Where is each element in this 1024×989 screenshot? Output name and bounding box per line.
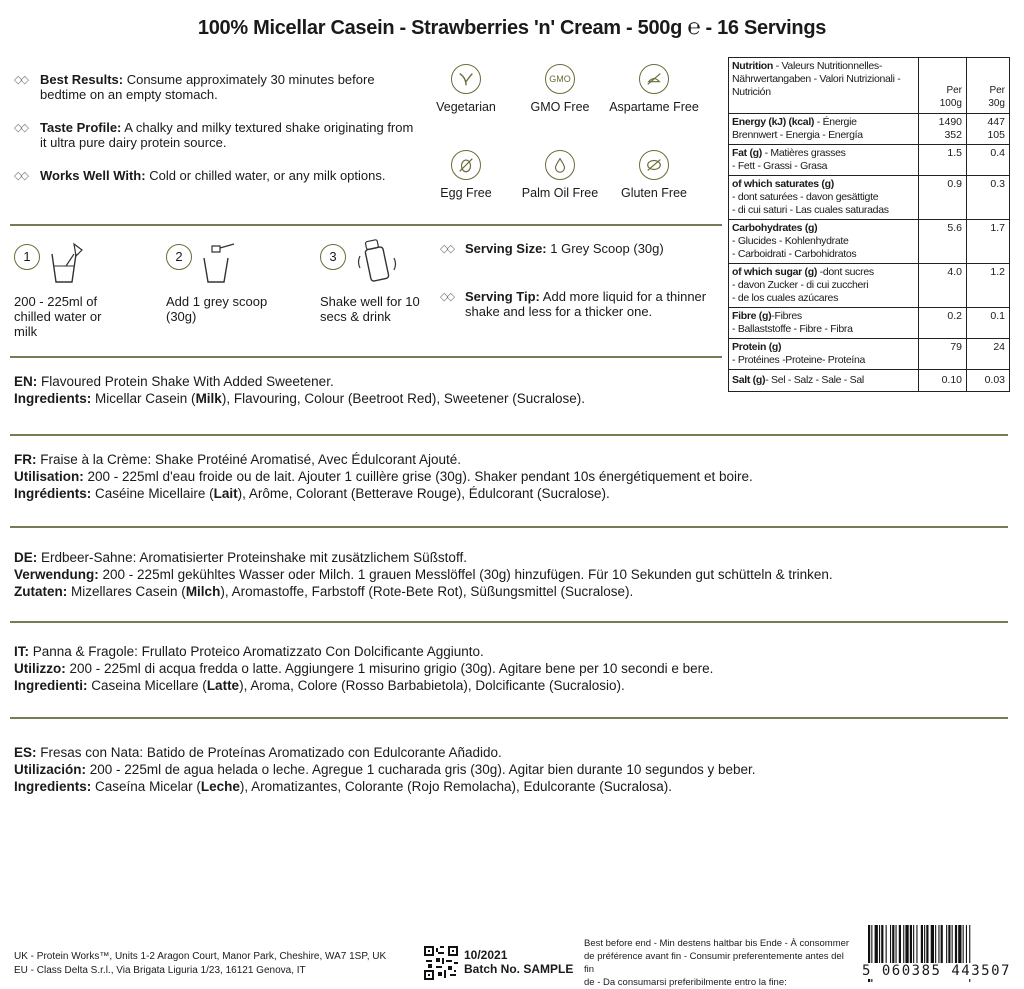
lang-block-es: ES: Fresas con Nata: Batido de Proteínas Aromatizado con Edulcorante Añadido. Utilización: 200 - 225ml de agua helada o leche. Agregue 1 cucharada gris (30g). Agitar bien durante 10 segundos y beber. Ingredients: Caseína Micelar (Leche), Aromatizantes, Colorante (Rojo Remolacha), Edulcorante (Sucralosa). [14,745,756,794]
info-section [14,72,414,201]
info-label: Taste Profile: [40,120,122,135]
lang-block-en: EN: Flavoured Protein Shake With Added Sweetener. Ingredients: Micellar Casein (Milk), Flavouring, Colour (Beetroot Red), Sweetener (Sucralose). [14,374,585,406]
bullet-icon: ◇◇ [440,291,453,303]
col-per-100g: Per 100g [919,58,967,113]
product-title [0,14,1024,40]
divider [10,356,722,358]
bullet-icon: ◇◇ [14,74,27,86]
barcode-bar [892,925,894,965]
title-text: 100% Micellar Casein - Strawberries 'n' Cream - 500g [197,17,683,39]
info-label: Best Results: [40,72,124,87]
title-suffix: - 16 Servings [705,17,827,39]
barcode-bar [913,925,914,965]
info-best-results [14,72,414,102]
glass-pour-icon [46,240,92,286]
barcode-bar [952,925,953,965]
info-text: A chalky and milky textured shake originating from it ultra pure dairy protein source. [40,120,414,150]
barcode-bar [966,925,967,965]
info-text: Consume approximately 30 minutes before bedtime on an empty stomach. [40,72,375,102]
barcode-bar [926,925,928,965]
diet-palm-oil-free: Palm Oil Free [510,150,610,200]
divider [10,224,722,226]
vegetarian-icon [451,64,481,94]
nutrition-row-sugar: of which sugar (g) -dont sucres - davon Zucker - di cui zuccheri - de los cuales azúcares 4.0 1.2 [729,263,1009,307]
lang-block-it: IT: Panna & Fragole: Frullato Proteico Aromatizzato Con Dolcificante Aggiunto. Utilizzo: 200 - 225ml di acqua fredda o latte. Aggiungere 1 misurino grigio (30g). Agitare bene per 10 secondi e bere. Ingredienti: Caseina Micellare (Latte), Aroma, Colore (Rosso Barbabietola), Dolcificante (Sucralosio). [14,644,714,693]
aspartame-free-icon [639,64,669,94]
nutrition-row-protein: Protein (g) - Protéines -Proteine- Proteína 79 24 [729,338,1009,369]
nutrition-row-carbohydrates: Carbohydrates (g) - Glucides - Kohlenhydrate - Carboidrati - Carbohidratos 5.6 1.7 [729,219,1009,263]
nutrition-table [728,57,1010,392]
nutrition-row-fat: Fat (g) - Matières grasses - Fett - Grassi - Grasa 1.5 0.4 [729,144,1009,175]
bullet-icon: ◇◇ [14,170,27,182]
barcode-bar [941,925,943,965]
bullet-icon: ◇◇ [440,243,453,255]
barcode-bar [875,925,878,965]
serving-tip: ◇◇ Serving Tip: Add more liquid for a thinner shake and less for a thicker one. [440,289,707,319]
bullet-icon: ◇◇ [14,122,27,134]
estimated-mark: ℮ [687,14,701,39]
barcode-bar [948,925,950,965]
barcode-bar [890,925,891,965]
step-number: 3 [320,244,346,270]
barcode-bar [958,925,961,965]
step-number: 2 [166,244,192,270]
nutrition-header: Nutrition - Valeurs Nutritionnelles- Nährwertangaben - Valori Nutrizionali - Nutrición Per 100g Per 30g [729,58,1009,113]
qr-code-icon [424,946,458,980]
best-before-text: Best before end - Min destens haltbar bis Ende - À consommer de préférence avant fin - Consumir preferentemente antes del fin de - Da consumarsi preferibilmente entro la fine: [584,938,850,988]
palm-oil-free-icon [545,150,575,180]
divider [10,434,1008,436]
barcode-bar [903,925,904,965]
gmo-free-icon: GMO [545,64,575,94]
step-text: Add 1 grey scoop (30g) [166,294,268,324]
lang-block-fr: FR: Fraise à la Crème: Shake Protéiné Aromatisé, Avec Édulcorant Ajouté. Utilisation: 200 - 225ml d'eau froide ou de lait. Ajouter 1 cuillère grise (30g). Shaker pendant 10s énergétiquement et boire. Ingrédients: Caséine Micellaire (Lait), Arôme, Colorant (Betterave Rouge), Édulcorant (Sucralose). [14,452,753,501]
barcode-bar [931,925,934,965]
barcode-bar [905,925,908,965]
manufacturer-address: UK - Protein Works™, Units 1-2 Aragon Court, Manor Park, Cheshire, WA7 1SP, UK EU - Class Delta S.r.l., Via Brigata Liguria 1/23, 16121 Genova, IT [14,951,387,976]
info-text: Cold or chilled water, or any milk options. [149,168,386,183]
nutrition-row-fibre: Fibre (g)-Fibres - Ballaststoffe - Fibre - Fibra 0.2 0.1 [729,307,1009,338]
batch-info: 10/2021 Batch No. SAMPLE [464,948,574,976]
egg-free-icon [451,150,481,180]
lang-block-de: DE: Erdbeer-Sahne: Aromatisierter Proteinshake mit zusätzlichem Süßstoff. Verwendung: 200 - 225ml gekühltes Wasser oder Milch. 1 grauen Messlöffel (30g) hinzufügen. Für 10 Sekunden gut schütteln & trinken. Zutaten: Mizellares Casein (Milch), Aromastoffe, Farbstoff (Rote-Bete Rot), Süßungsmittel (Sucralose). [14,550,833,599]
barcode-bar [963,925,964,965]
step-text: 200 - 225ml of chilled water or milk [14,294,102,339]
serving-size: ◇◇ Serving Size: 1 Grey Scoop (30g) [440,241,664,256]
barcode-bar [910,925,912,965]
barcode-bar [916,925,917,965]
barcode-bar [935,925,936,965]
info-taste-profile [14,120,414,150]
info-works-with [14,168,414,183]
divider [10,621,1008,623]
barcode-bar [924,925,925,965]
barcode-bar [921,925,923,965]
step-number: 1 [14,244,40,270]
nutrition-row-energy: Energy (kJ) (kcal) - Énergie Brennwert - Energia - Energía 1490 352 447 105 [729,113,1009,144]
step-text: Shake well for 10 secs & drink [320,294,420,324]
barcode-bar [946,925,947,965]
diet-aspartame-free: Aspartame Free [604,64,704,114]
info-label: Works Well With: [40,168,146,183]
diet-gmo-free: GMO GMO Free [510,64,610,114]
diet-gluten-free: Gluten Free [604,150,704,200]
shaker-icon [354,236,402,286]
nutrition-row-saturates: of which saturates (g) - dont saturées - davon gesättigte - di cui saturi - Las cuales saturadas 0.9 0.3 [729,175,1009,219]
scoop-icon [198,240,244,286]
barcode-bar [955,925,957,965]
barcode-bar [881,925,883,965]
barcode-bar [899,925,901,965]
barcode-bar [938,925,939,965]
nutrition-row-salt: Salt (g)- Sel - Salz - Sale - Sal 0.10 0.03 [729,369,1009,391]
gluten-free-icon [639,150,669,180]
barcode-bar [879,925,880,965]
diet-vegetarian: Vegetarian [416,64,516,114]
divider [10,526,1008,528]
diet-egg-free: Egg Free [416,150,516,200]
barcode-bar [896,925,897,965]
col-per-30g: Per 30g [988,85,1005,109]
barcode-number: 5 060385 443507 [862,963,1018,979]
divider [10,717,1008,719]
barcode-bar [886,925,887,965]
